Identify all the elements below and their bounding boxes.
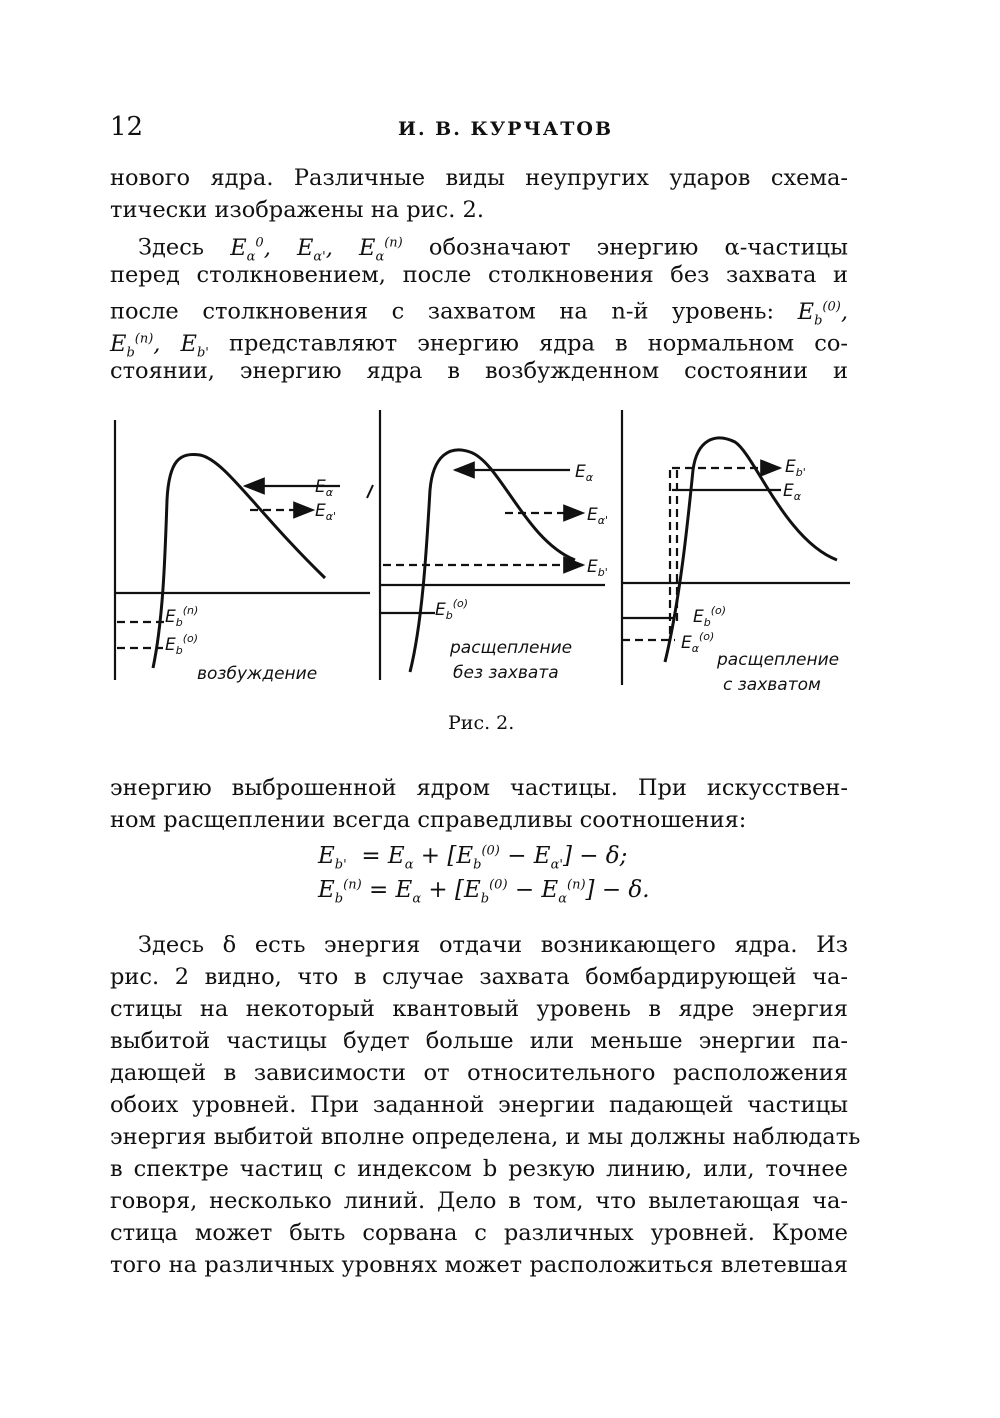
svg-text:Eb(n): $E_b^{(n)}$ — [165, 604, 199, 629]
text-line: рис. 2 видно, что в случае захвата бомбардирующей ча- — [110, 964, 848, 990]
text-line: ном расщеплении всегда справедливы соотношения: — [110, 807, 747, 833]
text-line: выбитой частицы будет больше или меньше энергии па- — [110, 1028, 848, 1054]
text-line: после столкновения с захватом на n-й уровень: $E_b^{(0)}$, — [110, 298, 848, 328]
text-line: того на различных уровнях может расположиться влетевшая — [110, 1252, 848, 1278]
panel2-label-line2: без захвата — [453, 663, 559, 683]
text-line: Здесь δ есть энергия отдачи возникающего ядра. Из — [138, 932, 848, 958]
text-line: стицы на некоторый квантовый уровень в ядре энергия — [110, 996, 848, 1022]
svg-text:Eα(o): $E_\alpha^{(o)}$ — [681, 630, 715, 655]
figure-2-energy-diagrams — [105, 400, 855, 700]
svg-text:Eb': $E_{b'}$ — [587, 557, 608, 579]
panel3-potential-curve — [665, 438, 837, 662]
text-line: энергию выброшенной ядром частицы. При искусствен- — [110, 775, 848, 801]
text-line: стоянии, энергию ядра в возбужденном состоянии и — [110, 358, 848, 384]
text-line: перед столкновением, после столкновения без захвата и — [110, 262, 848, 288]
svg-text:Eα': $E_{\alpha'}$ — [315, 501, 337, 523]
formula-2: $E_b^{(n)} = E_\alpha + [E_b^{(0)} - E_\alpha^{(n)}] - \delta$. — [318, 877, 650, 907]
svg-text:Eα: $E_\alpha$ — [315, 477, 334, 499]
panel2-label-line1: расщепление — [450, 638, 573, 658]
svg-text:Eα': $E_{\alpha'}$ — [587, 505, 609, 527]
svg-text:Eb': $E_{b'}$ — [785, 457, 806, 479]
running-header: И. В. КУРЧАТОВ — [398, 118, 614, 140]
text-line: дающей в зависимости от относительного расположения — [110, 1060, 848, 1086]
svg-text:Eb(o): $E_b^{(o)}$ — [693, 604, 727, 629]
svg-text:Eb(o): $E_b^{(o)}$ — [165, 632, 199, 657]
stray-mark — [367, 485, 373, 498]
text-line: стица может быть сорвана с различных уровней. Кроме — [110, 1220, 848, 1246]
text-line: обоих уровней. При заданной энергии падающей частицы — [110, 1092, 848, 1118]
text-line: энергия выбитой вполне определена, и мы должны наблюдать — [110, 1124, 861, 1150]
page-number: 12 — [110, 112, 144, 142]
svg-text:Eα: $E_\alpha$ — [575, 462, 594, 484]
svg-text:Eb(o): $E_b^{(o)}$ — [435, 597, 469, 622]
text-line: тически изображены на рис. 2. — [110, 197, 485, 223]
text-line: в спектре частиц с индексом b резкую линию, или, точнее — [110, 1156, 848, 1182]
panel3-label-line2: с захватом — [723, 675, 821, 695]
svg-text:Eα: $E_\alpha$ — [783, 481, 802, 503]
formula-1: $E_{b'} = E_\alpha + [E_b^{(0)} - E_{\alpha'}] - \delta$; — [318, 843, 628, 873]
text-line: говоря, несколько линий. Дело в том, что вылетающая ча- — [110, 1188, 848, 1214]
panel1-label: возбуждение — [197, 664, 318, 684]
figure-caption: Рис. 2. — [448, 712, 515, 734]
text-line: $E_b^{(n)}$, $E_{b'}$ представляют энергию ядра в нормальном со- — [110, 330, 849, 360]
text-line: нового ядра. Различные виды неупругих ударов схема- — [110, 165, 848, 191]
panel3-label-line1: расщепление — [717, 650, 840, 670]
text-line: Здесь $E_\alpha^0$, $E_{\alpha'}$, $E_\alpha^{(n)}$ обозначают энергию α-частицы — [138, 234, 849, 264]
